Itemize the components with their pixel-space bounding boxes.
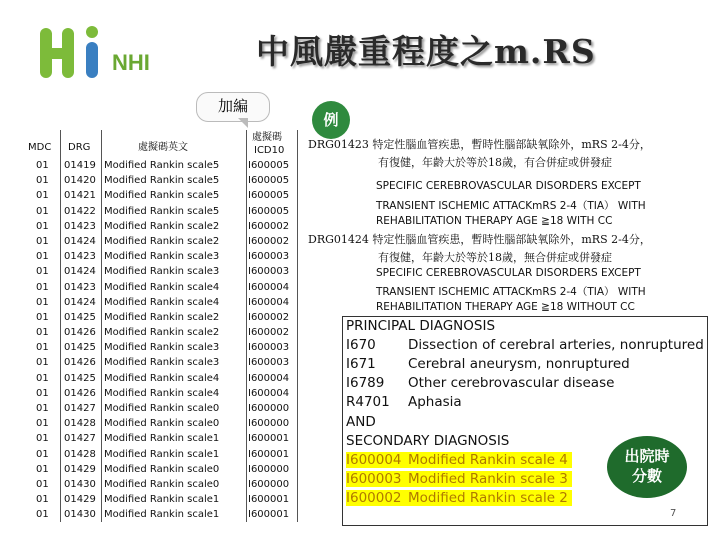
table-row — [26, 355, 326, 370]
cell-drg: 01420 — [64, 175, 96, 187]
cell-drg: 01426 — [64, 387, 96, 399]
cell-description: Modified Rankin scale5 — [104, 175, 220, 187]
table-row — [26, 462, 326, 477]
cell-description: Modified Rankin scale3 — [104, 357, 220, 369]
cell-description: Modified Rankin scale0 — [104, 478, 220, 490]
cell-description: Modified Rankin scale2 — [104, 220, 220, 232]
cell-icd10: I600005 — [248, 190, 290, 202]
drg01423-title: DRG01423 特定性腦血管疾患，暫時性腦部缺氧除外，mRS 2-4分， — [308, 138, 651, 151]
col-divider — [297, 130, 298, 522]
cell-drg: 01423 — [64, 281, 96, 293]
cell-mdc: 01 — [36, 175, 49, 187]
table-row — [26, 280, 326, 295]
header-mdc: MDC — [28, 142, 52, 153]
header-desc: 處擬碼英文 — [138, 142, 188, 153]
table-row — [26, 173, 326, 188]
cell-icd10: I600005 — [248, 160, 290, 171]
cell-icd10: I600005 — [248, 175, 290, 187]
cell-drg: 01425 — [64, 311, 96, 323]
cell-drg: 01424 — [64, 266, 96, 278]
table-row — [26, 310, 326, 325]
cell-mdc: 01 — [36, 220, 49, 232]
cell-drg: 01429 — [64, 463, 96, 475]
cell-icd10: I600002 — [248, 220, 290, 232]
drg01423-subtitle: 有復健，年齡大於等於18歲，有合併症或併發症 — [378, 156, 612, 169]
cell-drg: 01421 — [64, 190, 96, 202]
table-row — [26, 249, 326, 264]
table-row — [26, 507, 326, 522]
drg01423-eng-3: REHABILITATION THERAPY AGE ≧18 WITH CC — [376, 215, 613, 227]
cell-mdc: 01 — [36, 403, 49, 414]
table-body — [26, 158, 326, 523]
cell-icd10: I600001 — [248, 433, 290, 445]
page-title: 中風嚴重程度之m.RS — [256, 32, 596, 71]
table-row — [26, 219, 326, 234]
table-row — [26, 158, 326, 173]
cell-drg: 01428 — [64, 448, 96, 460]
table-row — [26, 401, 326, 416]
cell-description: Modified Rankin scale3 — [104, 342, 220, 354]
table-row — [26, 264, 326, 279]
and-label: AND — [346, 414, 376, 430]
drg01423-eng-2: TRANSIENT ISCHEMIC ATTACKmRS 2-4（TIA） WITH — [376, 200, 646, 212]
cell-icd10: I600002 — [248, 235, 290, 247]
cell-description: Modified Rankin scale0 — [104, 418, 220, 430]
principal-diagnosis-label: PRINCIPAL DIAGNOSIS — [346, 318, 496, 334]
cell-mdc: 01 — [36, 494, 49, 506]
logo-text: NHI — [112, 50, 150, 75]
table-row — [26, 492, 326, 507]
cell-description: Modified Rankin scale4 — [104, 372, 220, 384]
table-row — [26, 325, 326, 340]
table-row — [26, 371, 326, 386]
discharge-score-badge — [607, 436, 687, 498]
table-row — [26, 416, 326, 431]
principal-diagnosis-item — [346, 394, 462, 410]
cell-mdc: 01 — [36, 311, 49, 323]
cell-mdc: 01 — [36, 478, 49, 490]
cell-description: Modified Rankin scale5 — [104, 205, 220, 217]
discharge-badge-line1: 出院時 — [624, 447, 670, 465]
cell-icd10: I600003 — [248, 251, 290, 263]
cell-drg: 01422 — [64, 205, 96, 217]
diagnosis-code: I600002 — [346, 490, 402, 506]
nhi-logo — [32, 18, 182, 88]
cell-icd10: I600000 — [248, 418, 290, 430]
header-drg: DRG — [68, 142, 91, 153]
cell-mdc: 01 — [36, 235, 49, 247]
cell-mdc: 01 — [36, 190, 49, 202]
principal-diagnosis-item — [346, 337, 704, 353]
col-divider — [101, 130, 102, 522]
cell-drg: 01425 — [64, 342, 96, 354]
discharge-badge-line2: 分數 — [631, 467, 662, 485]
cell-description: Modified Rankin scale1 — [104, 509, 220, 521]
cell-drg: 01427 — [64, 403, 96, 414]
cell-icd10: I600001 — [248, 448, 290, 460]
diagnosis-text: Aphasia — [408, 394, 462, 410]
cell-description: Modified Rankin scale1 — [104, 494, 220, 506]
cell-drg: 01423 — [64, 220, 96, 232]
drg01424-eng-3: REHABILITATION THERAPY AGE ≧18 WITHOUT CC — [376, 301, 635, 313]
cell-description: Modified Rankin scale4 — [104, 281, 220, 293]
cell-icd10: I600004 — [248, 372, 290, 384]
cell-icd10: I600001 — [248, 494, 290, 506]
table-row — [26, 204, 326, 219]
secondary-diagnosis-item — [346, 452, 572, 468]
cell-description: Modified Rankin scale3 — [104, 266, 220, 278]
diagnosis-text: Dissection of cerebral arteries, nonruptured — [408, 337, 704, 353]
header-icd: 處擬碼 — [252, 132, 282, 143]
diagnosis-text: Modified Rankin scale 3 — [408, 471, 568, 487]
cell-icd10: I600000 — [248, 478, 290, 490]
cell-drg: 01423 — [64, 251, 96, 263]
cell-mdc: 01 — [36, 281, 49, 293]
drg01424-title: DRG01424 特定性腦血管疾患，暫時性腦部缺氧除外，mRS 2-4分， — [308, 233, 651, 246]
cell-description: Modified Rankin scale2 — [104, 327, 220, 339]
cell-drg: 01419 — [64, 160, 96, 171]
cell-mdc: 01 — [36, 160, 49, 171]
diagnosis-text: Modified Rankin scale 2 — [408, 490, 568, 506]
diagnosis-code: I670 — [346, 337, 376, 353]
cell-drg: 01426 — [64, 327, 96, 339]
cell-mdc: 01 — [36, 205, 49, 217]
diagnosis-code: R4701 — [346, 394, 390, 410]
secondary-diagnosis-label: SECONDARY DIAGNOSIS — [346, 433, 510, 449]
cell-icd10: I600001 — [248, 509, 290, 521]
cell-drg: 01426 — [64, 357, 96, 369]
table-row — [26, 188, 326, 203]
table-row — [26, 295, 326, 310]
cell-icd10: I600004 — [248, 296, 290, 308]
col-divider — [60, 130, 61, 522]
col-divider — [246, 130, 247, 522]
cell-mdc: 01 — [36, 327, 49, 339]
cell-description: Modified Rankin scale0 — [104, 403, 220, 414]
cell-description: Modified Rankin scale1 — [104, 433, 220, 445]
cell-drg: 01425 — [64, 372, 96, 384]
cell-icd10: I600003 — [248, 357, 290, 369]
cell-icd10: I600002 — [248, 311, 290, 323]
cell-mdc: 01 — [36, 448, 49, 460]
table-header — [26, 130, 326, 156]
cell-drg: 01424 — [64, 296, 96, 308]
drg01424-subtitle: 有復健，年齡大於等於18歲，無合併症或併發症 — [378, 251, 612, 264]
cell-drg: 01427 — [64, 433, 96, 445]
cell-description: Modified Rankin scale5 — [104, 190, 220, 202]
cell-drg: 01429 — [64, 494, 96, 506]
principal-diagnosis-item — [346, 356, 630, 372]
cell-mdc: 01 — [36, 433, 49, 445]
cell-description: Modified Rankin scale5 — [104, 160, 220, 171]
diagnosis-code: I600003 — [346, 471, 402, 487]
table-row — [26, 447, 326, 462]
cell-description: Modified Rankin scale4 — [104, 296, 220, 308]
table-row — [26, 431, 326, 446]
cell-icd10: I600004 — [248, 387, 290, 399]
cell-icd10: I600000 — [248, 403, 290, 414]
cell-description: Modified Rankin scale2 — [104, 311, 220, 323]
diagnosis-code: I6789 — [346, 375, 385, 391]
cell-description: Modified Rankin scale1 — [104, 448, 220, 460]
cell-description: Modified Rankin scale2 — [104, 235, 220, 247]
cell-mdc: 01 — [36, 509, 49, 521]
drg01424-eng-2: TRANSIENT ISCHEMIC ATTACKmRS 2-4（TIA） WITH — [376, 286, 646, 298]
cell-icd10: I600000 — [248, 463, 290, 475]
cell-description: Modified Rankin scale0 — [104, 463, 220, 475]
added-code-callout: 加編 — [196, 92, 270, 122]
cell-mdc: 01 — [36, 296, 49, 308]
callout-tail — [238, 118, 248, 128]
diagnosis-text: Other cerebrovascular disease — [408, 375, 615, 391]
cell-drg: 01428 — [64, 418, 96, 430]
cell-mdc: 01 — [36, 251, 49, 263]
example-badge: 例 — [312, 101, 350, 139]
cell-drg: 01430 — [64, 478, 96, 490]
cell-icd10: I600004 — [248, 281, 290, 293]
cell-description: Modified Rankin scale3 — [104, 251, 220, 263]
diagnosis-text: Cerebral aneurysm, nonruptured — [408, 356, 630, 372]
diagnosis-code: I600004 — [346, 452, 402, 468]
diagnosis-text: Modified Rankin scale 4 — [408, 452, 568, 468]
table-row — [26, 234, 326, 249]
cell-mdc: 01 — [36, 387, 49, 399]
cell-mdc: 01 — [36, 372, 49, 384]
cell-icd10: I600003 — [248, 342, 290, 354]
drg01424-eng-1: SPECIFIC CEREBROVASCULAR DISORDERS EXCEPT — [376, 267, 641, 279]
secondary-diagnosis-item — [346, 490, 572, 506]
cell-drg: 01430 — [64, 509, 96, 521]
drg01423-eng-1: SPECIFIC CEREBROVASCULAR DISORDERS EXCEPT — [376, 180, 641, 192]
page-number: 7 — [670, 508, 677, 519]
cell-mdc: 01 — [36, 418, 49, 430]
cell-icd10: I600005 — [248, 205, 290, 217]
cell-drg: 01424 — [64, 235, 96, 247]
cell-description: Modified Rankin scale4 — [104, 387, 220, 399]
diagnosis-code: I671 — [346, 356, 376, 372]
cell-icd10: I600002 — [248, 327, 290, 339]
principal-diagnosis-item — [346, 375, 614, 391]
table-row — [26, 386, 326, 401]
table-row — [26, 477, 326, 492]
secondary-diagnosis-item — [346, 471, 572, 487]
table-row — [26, 340, 326, 355]
header-icd10: ICD10 — [254, 145, 285, 156]
cell-mdc: 01 — [36, 357, 49, 369]
cell-mdc: 01 — [36, 463, 49, 475]
cell-mdc: 01 — [36, 266, 49, 278]
cell-icd10: I600003 — [248, 266, 290, 278]
cell-mdc: 01 — [36, 342, 49, 354]
